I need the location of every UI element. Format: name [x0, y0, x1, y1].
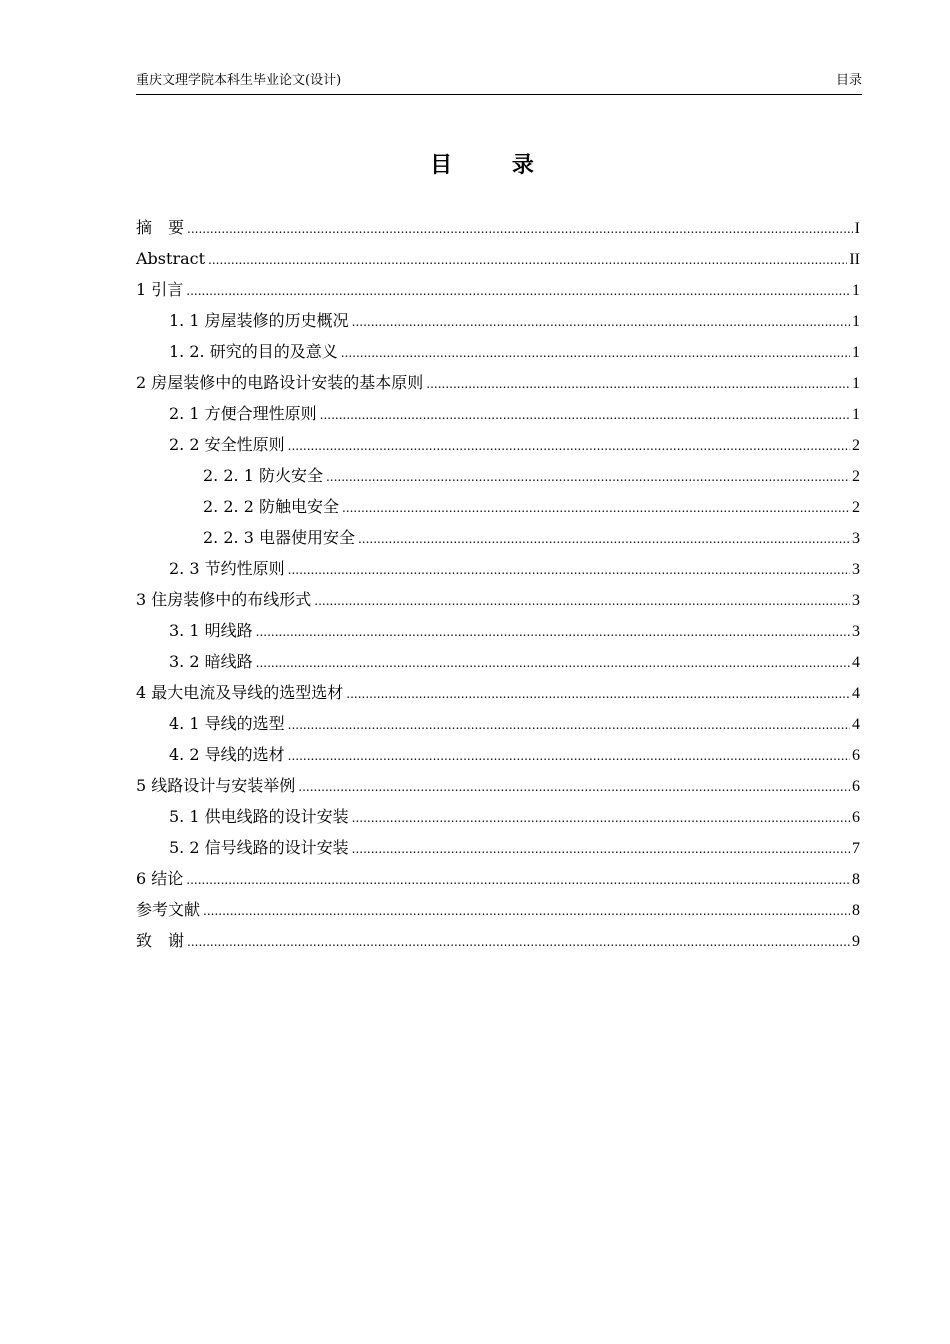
toc-entry[interactable]	[136, 429, 860, 460]
toc-entry-page: 2	[852, 499, 860, 516]
toc-entry-label: 参考文献	[136, 900, 201, 919]
toc-entry-page: 9	[852, 933, 860, 950]
toc-entry[interactable]	[136, 584, 860, 615]
toc-leader-dots	[352, 834, 850, 865]
toc-leader-dots	[314, 586, 850, 617]
toc-entry[interactable]	[136, 708, 860, 739]
toc-entry-page: 8	[852, 871, 860, 888]
toc-entry[interactable]	[136, 367, 860, 398]
toc-entry-page: 7	[852, 840, 860, 857]
toc-entry-page: 6	[852, 747, 860, 764]
toc-entry-label: 2. 2 安全性原则	[169, 435, 285, 454]
toc-entry[interactable]	[136, 832, 860, 863]
toc-entry[interactable]	[136, 739, 860, 770]
toc-entry[interactable]	[136, 460, 860, 491]
toc-entry[interactable]	[136, 863, 860, 894]
toc-entry-page: 8	[852, 902, 860, 919]
toc-entry[interactable]	[136, 212, 860, 243]
toc-leader-dots	[186, 865, 850, 896]
toc-entry[interactable]	[136, 894, 860, 925]
toc-entry-page: 1	[852, 406, 860, 423]
toc-entry-page: 1	[852, 375, 860, 392]
toc-leader-dots	[320, 400, 850, 431]
toc-entry-label: Abstract	[136, 249, 206, 268]
toc-entry[interactable]	[136, 274, 860, 305]
table-of-contents	[136, 212, 860, 956]
toc-leader-dots	[358, 524, 850, 555]
toc-entry-page: 1	[852, 344, 860, 361]
toc-entry-page: 2	[852, 468, 860, 485]
toc-entry-label: 摘 要	[136, 218, 185, 237]
toc-entry-label: 2 房屋装修中的电路设计安装的基本原则	[136, 373, 424, 392]
toc-leader-dots	[288, 555, 850, 586]
toc-entry[interactable]	[136, 553, 860, 584]
toc-entry-label: 2. 2. 1 防火安全	[203, 466, 323, 485]
toc-entry-page: 3	[852, 561, 860, 578]
toc-entry-label: 2. 3 节约性原则	[169, 559, 285, 578]
toc-entry-page: 4	[852, 654, 860, 671]
toc-entry-label: 4. 1 导线的选型	[169, 714, 285, 733]
toc-leader-dots	[186, 276, 850, 307]
toc-leader-dots	[256, 648, 850, 679]
toc-entry[interactable]	[136, 243, 860, 274]
toc-entry-page: 3	[852, 530, 860, 547]
toc-leader-dots	[326, 462, 850, 493]
toc-leader-dots	[187, 214, 853, 245]
header-thesis-title: 重庆文理学院本科生毕业论文(设计)	[136, 73, 342, 88]
toc-leader-dots	[352, 307, 850, 338]
toc-entry-label: 2. 2. 3 电器使用安全	[203, 528, 355, 547]
toc-entry-label: 2. 1 方便合理性原则	[169, 404, 317, 423]
toc-leader-dots	[203, 896, 850, 927]
header-section-name: 目录	[835, 73, 862, 88]
toc-entry-label: 3. 2 暗线路	[169, 652, 253, 671]
toc-entry[interactable]	[136, 770, 860, 801]
toc-entry[interactable]	[136, 491, 860, 522]
toc-leader-dots	[352, 803, 850, 834]
toc-leader-dots	[426, 369, 850, 400]
toc-entry[interactable]	[136, 398, 860, 429]
toc-entry-label: 3. 1 明线路	[169, 621, 253, 640]
toc-entry-label: 5. 1 供电线路的设计安装	[169, 807, 349, 826]
toc-entry-page: 4	[852, 716, 860, 733]
toc-entry-page: 3	[852, 623, 860, 640]
toc-entry[interactable]	[136, 801, 860, 832]
toc-entry-label: 1. 1 房屋装修的历史概况	[169, 311, 349, 330]
toc-entry-label: 1 引言	[136, 280, 184, 299]
toc-entry-page: I	[854, 220, 860, 237]
page-title: 目 录	[430, 153, 560, 178]
toc-leader-dots	[298, 772, 850, 803]
toc-entry[interactable]	[136, 925, 860, 956]
toc-entry-page: 1	[852, 282, 860, 299]
toc-entry-page: 1	[852, 313, 860, 330]
toc-entry-label: 6 结论	[136, 869, 184, 888]
toc-entry-page: 3	[852, 592, 860, 609]
toc-leader-dots	[288, 431, 850, 462]
toc-entry-label: 1. 2. 研究的目的及意义	[169, 342, 338, 361]
toc-entry-label: 4. 2 导线的选材	[169, 745, 285, 764]
toc-entry-label: 5 线路设计与安装举例	[136, 776, 296, 795]
toc-entry-page: 6	[852, 778, 860, 795]
toc-entry[interactable]	[136, 677, 860, 708]
toc-entry[interactable]	[136, 336, 860, 367]
toc-leader-dots	[342, 493, 850, 524]
toc-entry-label: 5. 2 信号线路的设计安装	[169, 838, 349, 857]
toc-entry-page: 2	[852, 437, 860, 454]
toc-entry[interactable]	[136, 615, 860, 646]
toc-entry[interactable]	[136, 646, 860, 677]
toc-entry-page: 4	[852, 685, 860, 702]
toc-leader-dots	[341, 338, 850, 369]
toc-leader-dots	[346, 679, 850, 710]
toc-leader-dots	[208, 245, 847, 276]
toc-entry-label: 4 最大电流及导线的选型选材	[136, 683, 344, 702]
toc-entry-page: 6	[852, 809, 860, 826]
toc-entry[interactable]	[136, 522, 860, 553]
toc-leader-dots	[288, 741, 850, 772]
page-header	[136, 72, 862, 95]
toc-entry-label: 3 住房装修中的布线形式	[136, 590, 312, 609]
toc-leader-dots	[187, 927, 850, 958]
toc-entry[interactable]	[136, 305, 860, 336]
toc-entry-page: II	[849, 251, 860, 268]
toc-leader-dots	[288, 710, 850, 741]
toc-leader-dots	[256, 617, 850, 648]
toc-entry-label: 2. 2. 2 防触电安全	[203, 497, 339, 516]
toc-entry-label: 致 谢	[136, 931, 185, 950]
